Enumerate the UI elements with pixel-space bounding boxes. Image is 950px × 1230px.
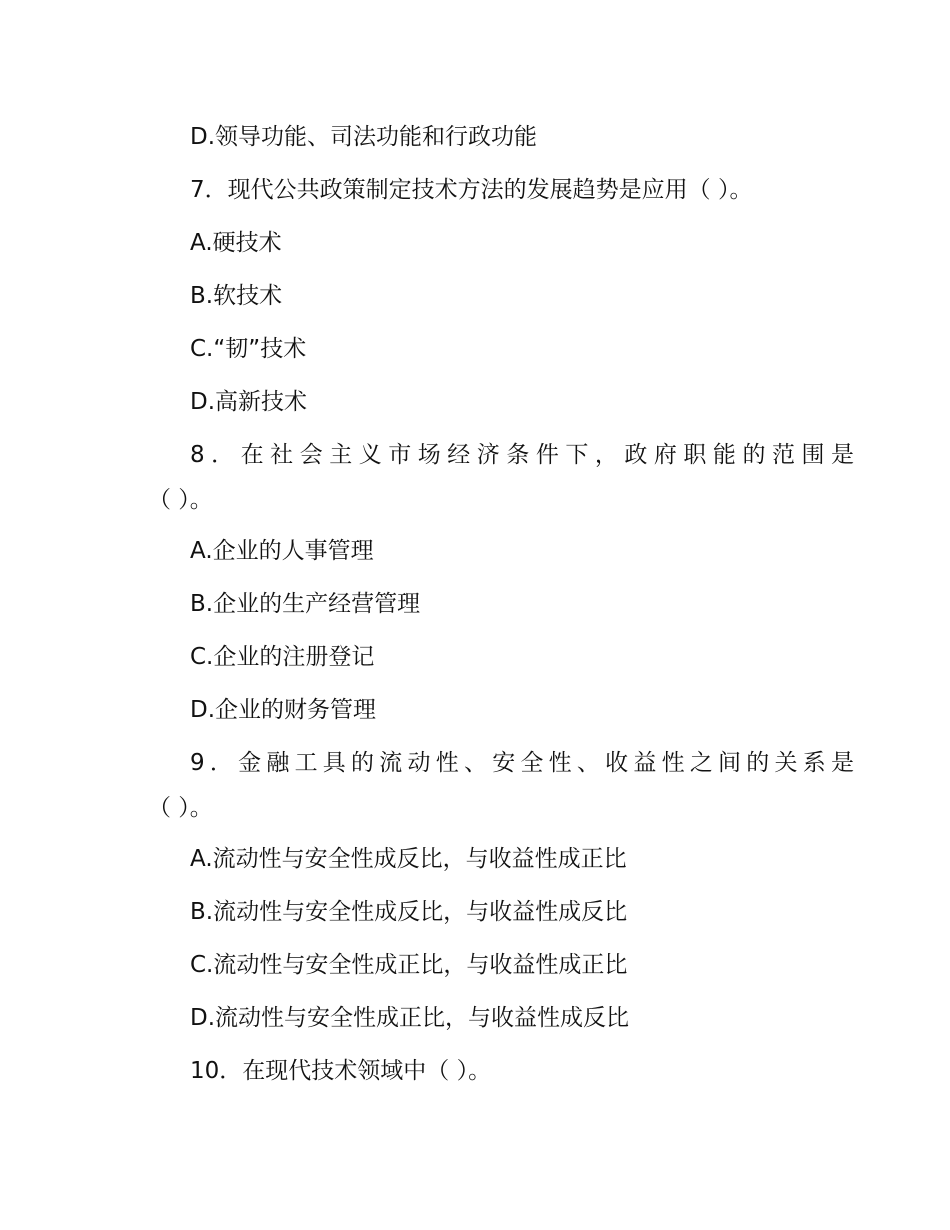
- q7-option-d: D.高新技术: [190, 389, 308, 415]
- q8-option-b: B.企业的生产经营管理: [190, 591, 421, 617]
- q9-option-d: D.流动性与安全性成正比，与收益性成反比: [190, 1005, 630, 1031]
- q8-option-a: A.企业的人事管理: [190, 538, 374, 564]
- q9-stem-line2: （ ）。: [148, 795, 213, 821]
- q7-option-c: C.“韧”技术: [190, 336, 307, 362]
- q9-option-b: B.流动性与安全性成反比，与收益性成反比: [190, 899, 628, 925]
- q7-option-b: B.软技术: [190, 283, 283, 309]
- q8-option-c: C.企业的注册登记: [190, 644, 375, 670]
- q9-option-a: A.流动性与安全性成反比，与收益性成正比: [190, 846, 627, 872]
- q7-option-a: A.硬技术: [190, 230, 282, 256]
- q6-option-d: D.领导功能、司法功能和行政功能: [190, 124, 538, 150]
- q7-stem: 7．现代公共政策制定技术方法的发展趋势是应用（ ）。: [190, 177, 753, 203]
- q10-stem: 10．在现代技术领域中（ ）。: [190, 1058, 492, 1084]
- q8-option-d: D.企业的财务管理: [190, 697, 377, 723]
- q8-stem-line1: 8．在社会主义市场经济条件下，政府职能的范围是: [190, 442, 854, 468]
- q9-stem-line1: 9．金融工具的流动性、安全性、收益性之间的关系是: [190, 750, 854, 776]
- q9-option-c: C.流动性与安全性成正比，与收益性成正比: [190, 952, 628, 978]
- q8-stem-line2: （ ）。: [148, 487, 213, 513]
